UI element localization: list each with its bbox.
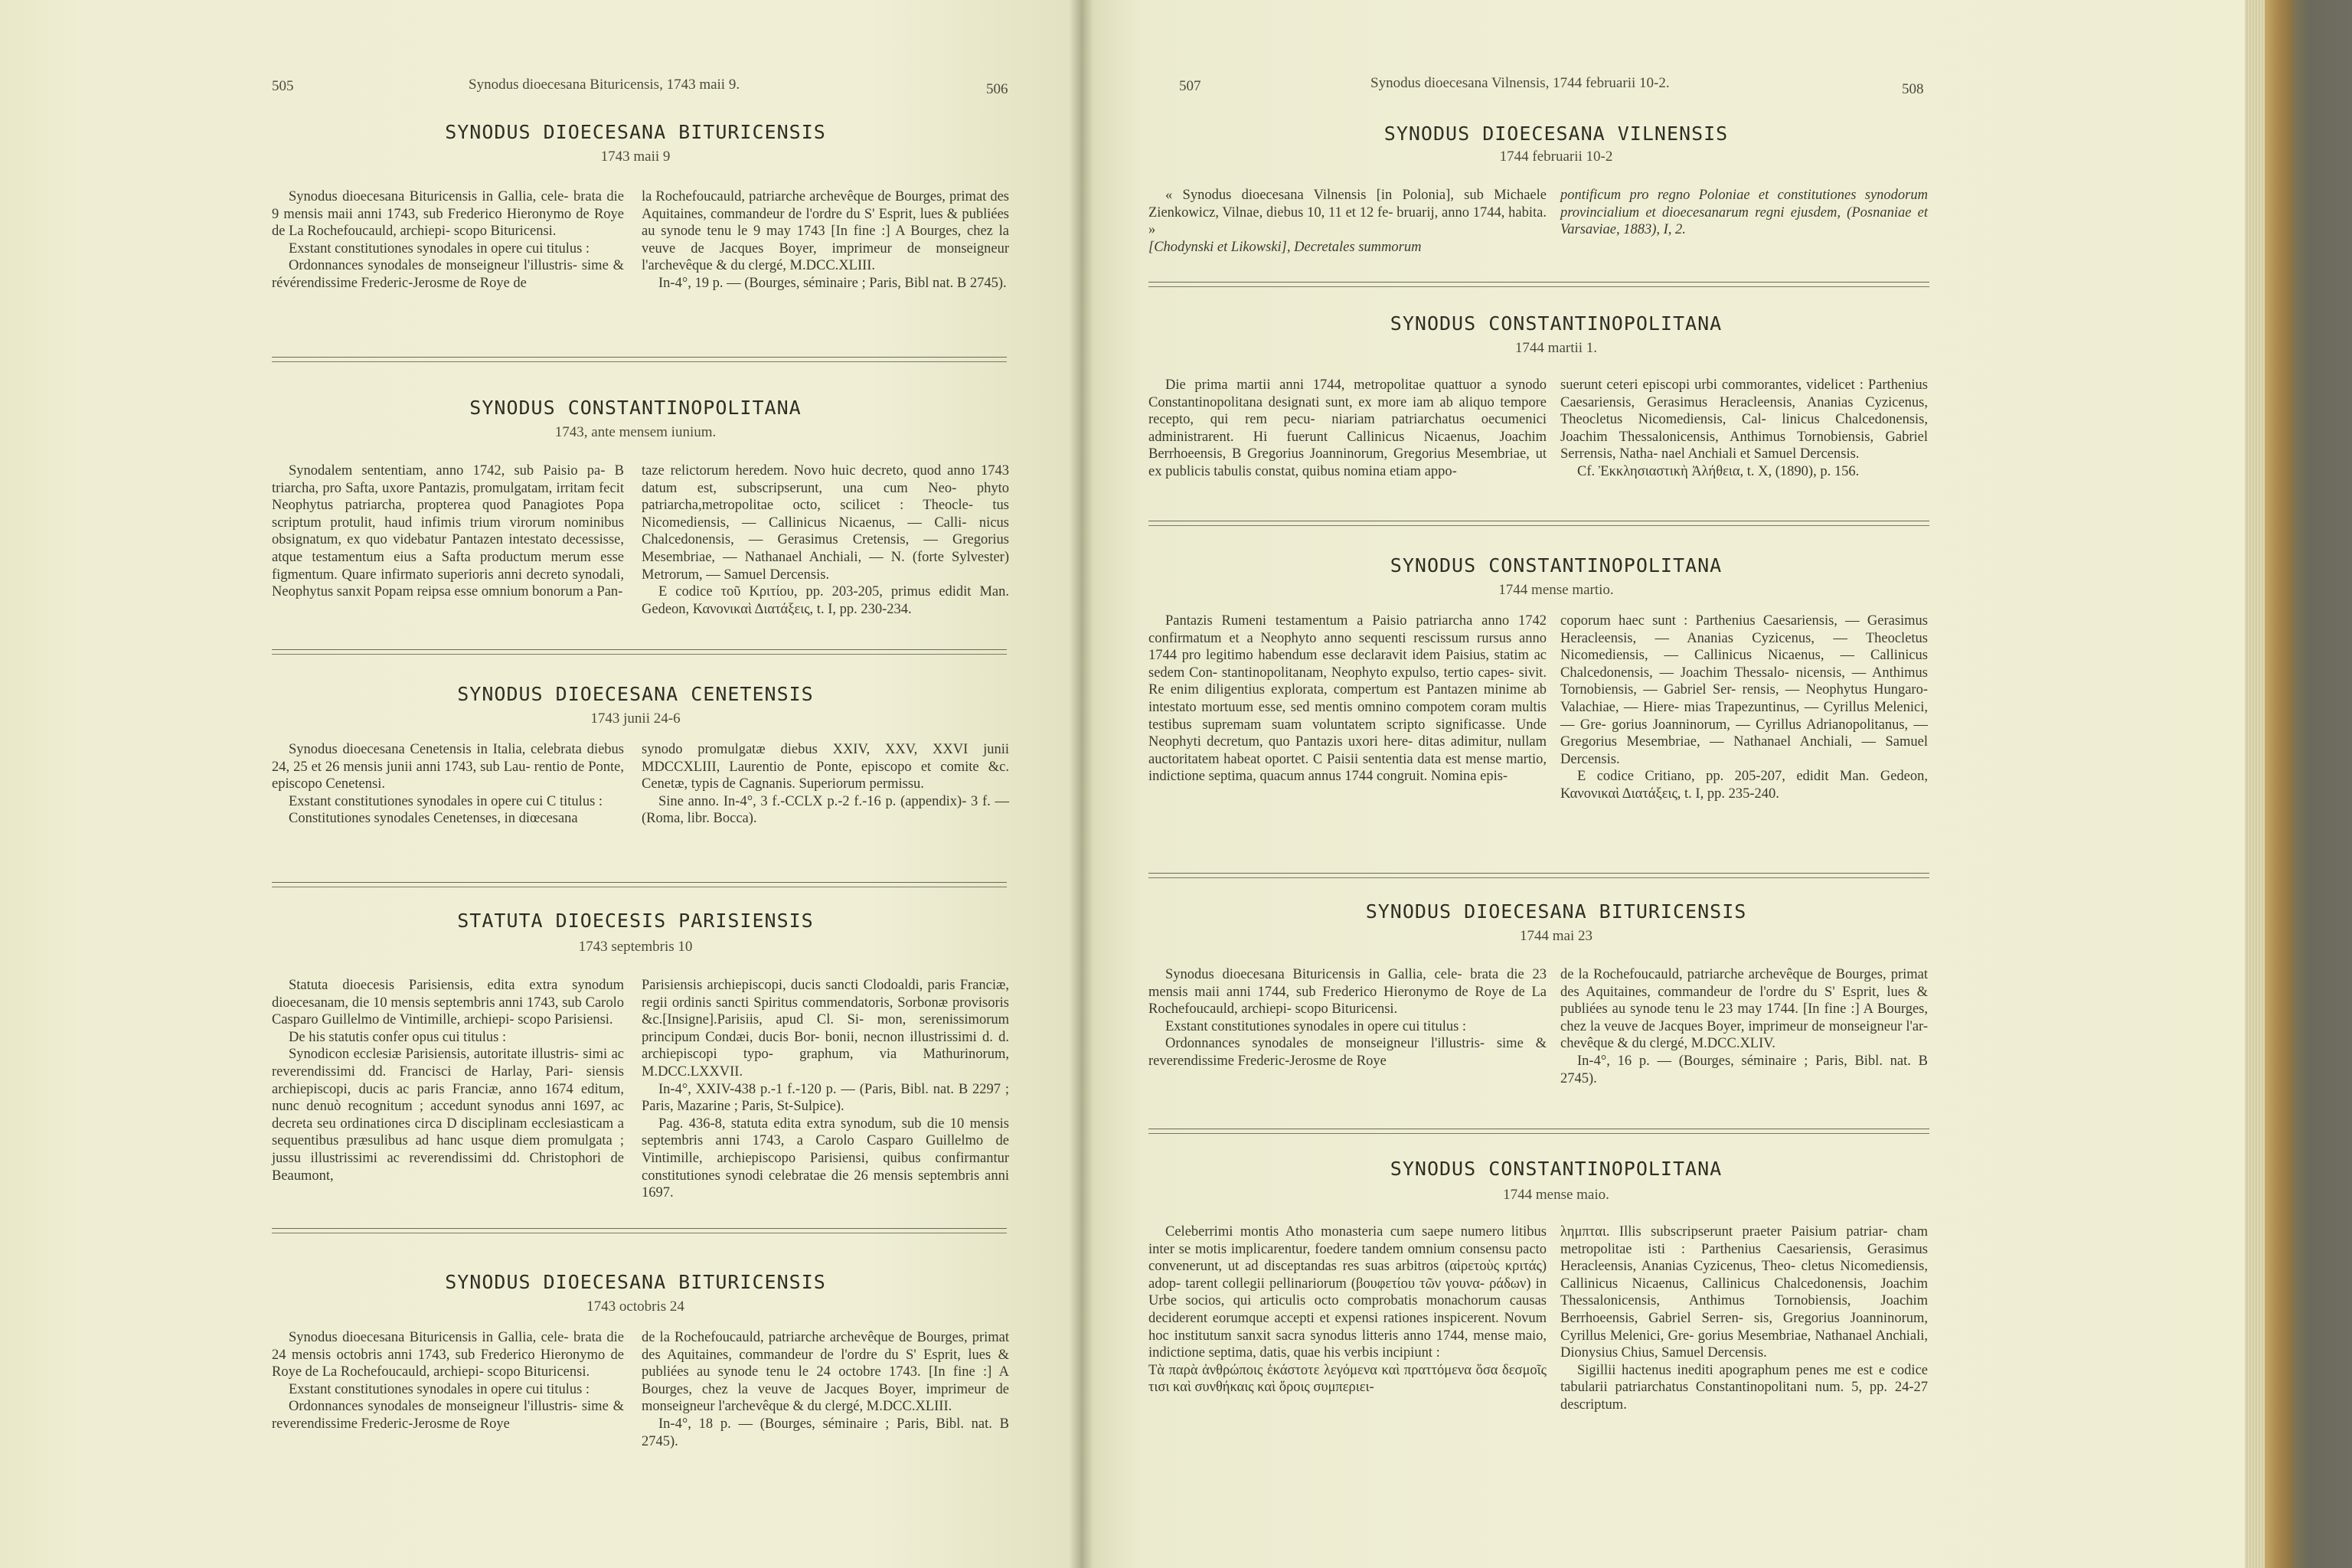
- entry-title: SYNODUS CONSTANTINOPOLITANA: [1390, 1158, 1723, 1180]
- paragraph: synodo promulgatæ diebus XXIV, XXV, XXVI junii MDCCXLIII, Laurentio de Ponte, episcopo et comite &c. Cenetæ, typis de Cagnanis. Superiorum permissu.: [642, 742, 1009, 792]
- entry-column-right: [1560, 612, 1928, 803]
- paragraph: Statuta dioecesis Parisiensis, edita extra synodum dioecesanam, die 10 mensis septembris anni 1743, sub Carolo Casparo Guillelmo de Vintimille, archiepi- scopo Parisiensi.: [272, 978, 624, 1028]
- paragraph: pontificum pro regno Poloniae et constitutiones synodorum provincialium et dioecesanarum regni ejusdem, (Posnaniae et Varsaviae, 1883), I, 2.: [1560, 188, 1928, 238]
- paragraph: de la Rochefoucauld, patriarche archevêque de Bourges, primat des Aquitaines, commandeur de l'ordre du S' Esprit, lues & publiées au synode tenu le 23 may 1744. [In fine :] A Bourges, chez la veuve de Jacques Boyer, imprimeur de monseigneur l'ar- chevêque & du clergé, M.DCC.XLIV.: [1560, 967, 1928, 1052]
- section-divider: [272, 357, 1007, 358]
- entry-date: 1743 maii 9: [600, 149, 671, 165]
- section-divider: [1148, 525, 1929, 526]
- page-number: 507: [1179, 78, 1201, 94]
- paragraph: Synodus dioecesana Bituricensis in Gallia, cele- brata die 23 mensis maii anni 1744, sub Frederico Hieronymo de Roye de La Rochefoucauld, archiepi- scopo Bituricensi.: [1148, 967, 1547, 1018]
- paragraph: Parisiensis archiepiscopi, ducis sancti Clodoaldi, paris Franciæ, regii ordinis sancti Spiritus commendatoris, Sorbonæ provisoris &c.[Insigne].Parisiis, apud Cl. Si- mon, serenissimorum principum Condæi, ducis Bor- bonii, necnon illustrissimi d. d. archiepiscopi typo- graphum, via Mathurinorum, M.DCC.LXXVII.: [642, 978, 1009, 1080]
- section-divider: [1148, 286, 1929, 287]
- paragraph: Die prima martii anni 1744, metropolitae quattuor a synodo Constantinopolitana designati sunt, ex more iam ab aliquo tempore recepto, qui rem pecu- niariam patriarchatus oecumenici administrarent. Hi fuerunt Callinicus Nicaenus, Joachim Berrhoeensis, B Gregorius Joanninorum, Gregorius Mesembriae, ut ex publicis tabulis constat, quibus nomina etiam appo-: [1148, 377, 1547, 479]
- paragraph: Exstant constitutiones synodales in opere cui C titulus :: [289, 793, 603, 809]
- book-binding: [2265, 0, 2292, 1568]
- entry-column-right: [642, 462, 1009, 618]
- entry-column-left: [1148, 612, 1547, 786]
- section-divider: [272, 1228, 1007, 1229]
- paragraph: In-4°, 18 p. — (Bourges, séminaire ; Paris, Bibl. nat. B 2745).: [642, 1416, 1009, 1449]
- entry-title: SYNODUS CONSTANTINOPOLITANA: [1390, 312, 1723, 335]
- entry-title: SYNODUS DIOECESANA BITURICENSIS: [445, 1271, 826, 1293]
- paragraph: suerunt ceteri episcopi urbi commorantes, videlicet : Parthenius Caesariensis, Gerasimus Heracleensis, Ananias Cyzicenus, Theocletus Nicomediensis, Cal- linicus Chalcedonensis, Joachim Thessalonicensis, Anthimus Tornobiensis, Gabriel Serrensis, Natha- nael Anchiali et Samuel Dercensis.: [1560, 377, 1928, 462]
- page-number: 508: [1902, 81, 1924, 97]
- entry-column-right: [1560, 187, 1928, 239]
- paragraph: Pag. 436-8, statuta edita extra synodum, sub die 10 mensis septembris anni 1743, a Carolo Casparo Guillelmo de Vintimille, archiepiscopo Parisiensi, quibus confirmantur constitutiones synodi celebratae die 26 mensis septembris anni 1697.: [642, 1116, 1009, 1201]
- paragraph: Cf. Ἐκκλησιαστικὴ Ἀλήθεια, t. X, (1890), p. 156.: [1577, 463, 1860, 479]
- paragraph: Synodus dioecesana Bituricensis in Gallia, cele- brata die 24 mensis octobris anni 1743, sub Frederico Hieronymo de Roye de La Rochefoucauld, archiepi- scopo Bituricensi.: [272, 1330, 624, 1380]
- entry-date: 1743 junii 24-6: [590, 710, 681, 727]
- paragraph: In-4°, XXIV-438 p.-1 f.-120 p. — (Paris, Bibl. nat. B 2297 ; Paris, Mazarine ; Paris, St-Sulpice).: [642, 1081, 1009, 1115]
- entry-title: SYNODUS CONSTANTINOPOLITANA: [469, 397, 802, 419]
- entry-date: 1744 martii 1.: [1514, 340, 1598, 356]
- entry-column-right: [1560, 966, 1928, 1087]
- page-number: 505: [272, 78, 294, 94]
- entry-column-right: [642, 1329, 1009, 1450]
- entry-title: SYNODUS DIOECESANA BITURICENSIS: [445, 121, 826, 143]
- entry-column-right: [642, 188, 1009, 292]
- entry-column-left: [272, 977, 624, 1184]
- paragraph: E codice τοῦ Κριτίου, pp. 203-205, primus edidit Man. Gedeon, Κανονικαὶ Διατάξεις, t. I, pp. 230-234.: [642, 584, 1009, 617]
- paragraph: Synodus dioecesana Cenetensis in Italia, celebrata diebus 24, 25 et 26 mensis junii anni 1743, sub Lau- rentio de Ponte, episcopo Cenetensi.: [272, 742, 624, 792]
- paragraph: Synodicon ecclesiæ Parisiensis, autoritate illustris- simi ac reverendissimi dd. Francisci de Harlay, Pari- siensis archiepiscopi, ducis ac paris Franciæ, anno 1674 editum, nunc denuò recognitum ; accedunt synodus anni 1697, ac decreta seu ordinationes circa D disciplinam ecclesiasticam a sequentibus præsulibus ad hanc usque diem promulgata ; jussu illustrissimi ac reverendissimi dd. Christophori de Beaumont,: [272, 1047, 624, 1184]
- paragraph: la Rochefoucauld, patriarche archevêque de Bourges, primat des Aquitaines, commandeur de l'ordre du S' Esprit, lues & publiées au synode tenu le 9 may 1743 [In fine :] A Bourges, chez la veuve de Jacques Boyer, imprimeur de monseigneur l'archevêque & du clergé, M.DCC.XLIII.: [642, 189, 1009, 274]
- entry-column-left: [272, 188, 624, 292]
- paragraph: taze relictorum heredem. Novo huic decreto, quod anno 1743 datum est, subscripserunt, una cum Neo- phyto patriarcha,metropolitae octo, scilicet : Theocle- tus Nicomediensis, — Callinicus Nicaenus, — Calli- nicus Chalcedonensis, — Gerasimus Cretensis, — Gregorius Mesembriae, — Nathanael Anchiali, — N. (forte Sylvester) Metrorum, — Samuel Dercensis.: [642, 463, 1009, 583]
- entry-column-right: [1560, 1223, 1928, 1414]
- entry-date: 1744 mense martio.: [1498, 582, 1614, 598]
- paragraph: Ordonnances synodales de monseigneur l'illustris- sime & révérendissime Frederic-Jerosme de Roye de: [272, 258, 624, 291]
- entry-date: 1744 februarii 10-2: [1499, 149, 1613, 165]
- entry-title: SYNODUS DIOECESANA CENETENSIS: [457, 683, 814, 705]
- paragraph: Celeberrimi montis Atho monasteria cum saepe numero litibus inter se motis implicarentur, foedere tandem omnium consensu pacto convenerunt, ut ad disceptandas res suas arbitros (αἱρετοὺς κριτάς) adop- tarent collegii pellinariorum (βουφετίου τῶν γουνα- ράδων) in Urbe socios, qui articulis octo comprobatis monachorum causas deciderent eorumque accepti et expensi rationes inspicerent. Novum hoc institutum sanxit sacra synodus litteris anno 1744, mense maio, indictione septima, datis, quae his verbis incipiunt :: [1148, 1224, 1547, 1361]
- entry-column-right: [642, 977, 1009, 1202]
- section-divider: [1148, 877, 1929, 878]
- book-gutter: [1069, 0, 1093, 1568]
- entry-date: 1743 octobris 24: [586, 1298, 684, 1315]
- page-number: 506: [986, 81, 1008, 97]
- paragraph: Ordonnances synodales de monseigneur l'illustris- sime & reverendissime Frederic-Jerosme de Roye: [272, 1399, 624, 1432]
- paragraph: E codice Critiano, pp. 205-207, edidit Man. Gedeon, Κανονικαὶ Διατάξεις, t. I, pp. 235-240.: [1560, 769, 1928, 802]
- paragraph: Exstant constitutiones synodales in opere cui titulus :: [1165, 1018, 1467, 1034]
- paragraph: λημπται. Illis subscripserunt praeter Paisium patriar- cham metropolitae isti : Parthenius Caesariensis, Gerasimus Heracleensis, Ananias Cyzicenus, Theo- cletus Nicomediensis, Callinicus Nicaenus, Callinicus Chalcedonensis, Joachim Thessalonicensis, Anthimus Tornobiensis, Joachim Berrhoeensis, Gabriel Serren- sis, Gregorius Joanninorum, Cyrillus Melenici, Gre- gorius Mesembriae, Nathanael Anchiali, Dionysius Chius, Samuel Dercensis.: [1560, 1224, 1928, 1361]
- paragraph: « Synodus dioecesana Vilnensis [in Polonia], sub Michaele Zienkowicz, Vilnae, diebus 10, 11 et 12 fe- bruarij, anno 1744, habita. »: [1148, 188, 1547, 238]
- entry-date: 1743, ante mensem iunium.: [554, 424, 717, 440]
- entry-column-left: [1148, 1223, 1547, 1396]
- paragraph: Sigillii hactenus inediti apographum penes me est e codice tabularii patriarchatus Constantinopolitani num. 5, pp. 24-27 descriptum.: [1560, 1362, 1928, 1413]
- section-divider: [272, 654, 1007, 655]
- section-divider: [272, 361, 1007, 362]
- entry-title: STATUTA DIOECESIS PARISIENSIS: [457, 910, 814, 932]
- paragraph: coporum haec sunt : Parthenius Caesariensis, — Gerasimus Heracleensis, — Ananias Cyzicenus, — Theocletus Nicomediensis, — Callinicus Nicaenus, — Callinicus Chalcedonensis, — Joachim Thessalo- nicensis, — Anthimus Tornobiensis, — Gabriel Ser- rensis, — Neophytus Hungaro-Valachiae, — Hiere- mias Trapezuntinus, — Cyrillus Melenici, — Gre- gorius Joanninorum, — Cyrillus Adrianopolitanus, — Gregorius Mesembriae, — Nathanael Anchiali, — Samuel Dercensis.: [1560, 613, 1928, 767]
- entry-date: 1744 mai 23: [1520, 928, 1592, 944]
- entry-date: 1744 mense maio.: [1503, 1187, 1609, 1203]
- entry-column-left: [272, 741, 624, 828]
- paragraph: Sine anno. In-4°, 3 f.-CCLX p.-2 f.-16 p. (appendix)- 3 f. — (Roma, libr. Bocca).: [642, 793, 1009, 827]
- entry-column-left: [272, 462, 624, 601]
- entry-column-left: [1148, 377, 1547, 481]
- paragraph: Synodalem sententiam, anno 1742, sub Paisio pa- B triarcha, pro Safta, uxore Pantazis, promulgatam, irritam fecit Neophytus patriarcha, propterea quod Panagiotes Popa scriptum protulit, haud infimis trium virorum nominibus obsignatum, ex quo videbatur Pantazen intestato decessisse, atque testamentum eius a Safta productum merum esse figmentum. Quare infirmato superioris anni decreto synodali, Neophytus sanxit Popam reipsa esse omnium bonorum a Pan-: [272, 463, 624, 600]
- paragraph: [Chodynski et Likowski], Decretales summorum: [1148, 239, 1422, 255]
- paragraph: Ordonnances synodales de monseigneur l'illustris- sime & reverendissime Frederic-Jerosme de Roye: [1148, 1036, 1547, 1069]
- paragraph: In-4°, 19 p. — (Bourges, séminaire ; Paris, Bibl nat. B 2745).: [658, 275, 1007, 291]
- entry-title: SYNODUS DIOECESANA VILNENSIS: [1383, 122, 1729, 145]
- entry-column-right: [642, 741, 1009, 828]
- section-divider: [1148, 282, 1929, 283]
- entry-date: 1743 septembris 10: [578, 939, 693, 955]
- entry-column-left: [1148, 187, 1547, 256]
- entry-title: SYNODUS DIOECESANA BITURICENSIS: [1365, 900, 1747, 923]
- page-stack-edge: [2245, 0, 2265, 1568]
- running-head: Synodus dioecesana Vilnensis, 1744 februarii 10-2.: [1370, 75, 1670, 91]
- section-divider: [272, 649, 1007, 650]
- section-divider: [1148, 1133, 1929, 1134]
- entry-column-left: [272, 1329, 624, 1433]
- entry-column-left: [1148, 966, 1547, 1070]
- paragraph: Exstant constitutiones synodales in opere cui titulus :: [289, 1381, 590, 1397]
- paragraph: de la Rochefoucauld, patriarche archevêque de Bourges, primat des Aquitaines, commandeur de l'ordre du S' Esprit, lues & publiées au synode tenu le 24 octobre 1743. [In fine :] A Bourges, chez la veuve de Jacques Boyer, imprimeur de monseigneur l'archevêque & du clergé, M.DCC.XLIII.: [642, 1330, 1009, 1415]
- paragraph: Τὰ παρὰ ἀνθρώποις ἑκάστοτε λεγόμενα καὶ πραττόμενα ὅσα δεσμοῖς τισι καὶ συνθήκαις καὶ ὅροις συμπεριει-: [1148, 1362, 1547, 1396]
- paragraph: Exstant constitutiones synodales in opere cui titulus :: [289, 240, 590, 256]
- section-divider: [272, 882, 1007, 883]
- entry-column-right: [1560, 377, 1928, 481]
- running-head: Synodus dioecesana Bituricensis, 1743 maii 9.: [469, 77, 740, 93]
- paragraph: Constitutiones synodales Cenetenses, in diœcesana: [289, 811, 578, 827]
- paragraph: Synodus dioecesana Bituricensis in Gallia, cele- brata die 9 mensis maii anni 1743, sub Frederico Hieronymo de Roye de La Rochefoucauld, archiepi- scopo Bituricensi.: [272, 189, 624, 240]
- paragraph: In-4°, 16 p. — (Bourges, séminaire ; Paris, Bibl. nat. B 2745).: [1560, 1053, 1928, 1086]
- paragraph: Pantazis Rumeni testamentum a Paisio patriarcha anno 1742 confirmatum et a Neophyto anno sequenti rescissum rursus anno 1744 pro legitimo habendum esse declaravit idem Paisius, statim ac sedem Con- stantinopolitanam, Neophyto expulso, tertio capes- sivit. Re enim diligentius explorata, compertum est Pantazen minime ab intestato mortuum esse, sed mentis omnino compotem coram multis testibus supremam suam voluntatem scripto significasse. Unde Neophyti decretum, quo Pantazis uxori here- ditas adimitur, nullam auctoritatem habeat oportet. C Paisii sententia data est mense martio, indictione septima, quacum annus 1744 congruit. Nomina epis-: [1148, 613, 1547, 785]
- entry-title: SYNODUS CONSTANTINOPOLITANA: [1390, 554, 1723, 577]
- paragraph: De his statutis confer opus cui titulus :: [289, 1029, 507, 1045]
- section-divider: [1148, 873, 1929, 874]
